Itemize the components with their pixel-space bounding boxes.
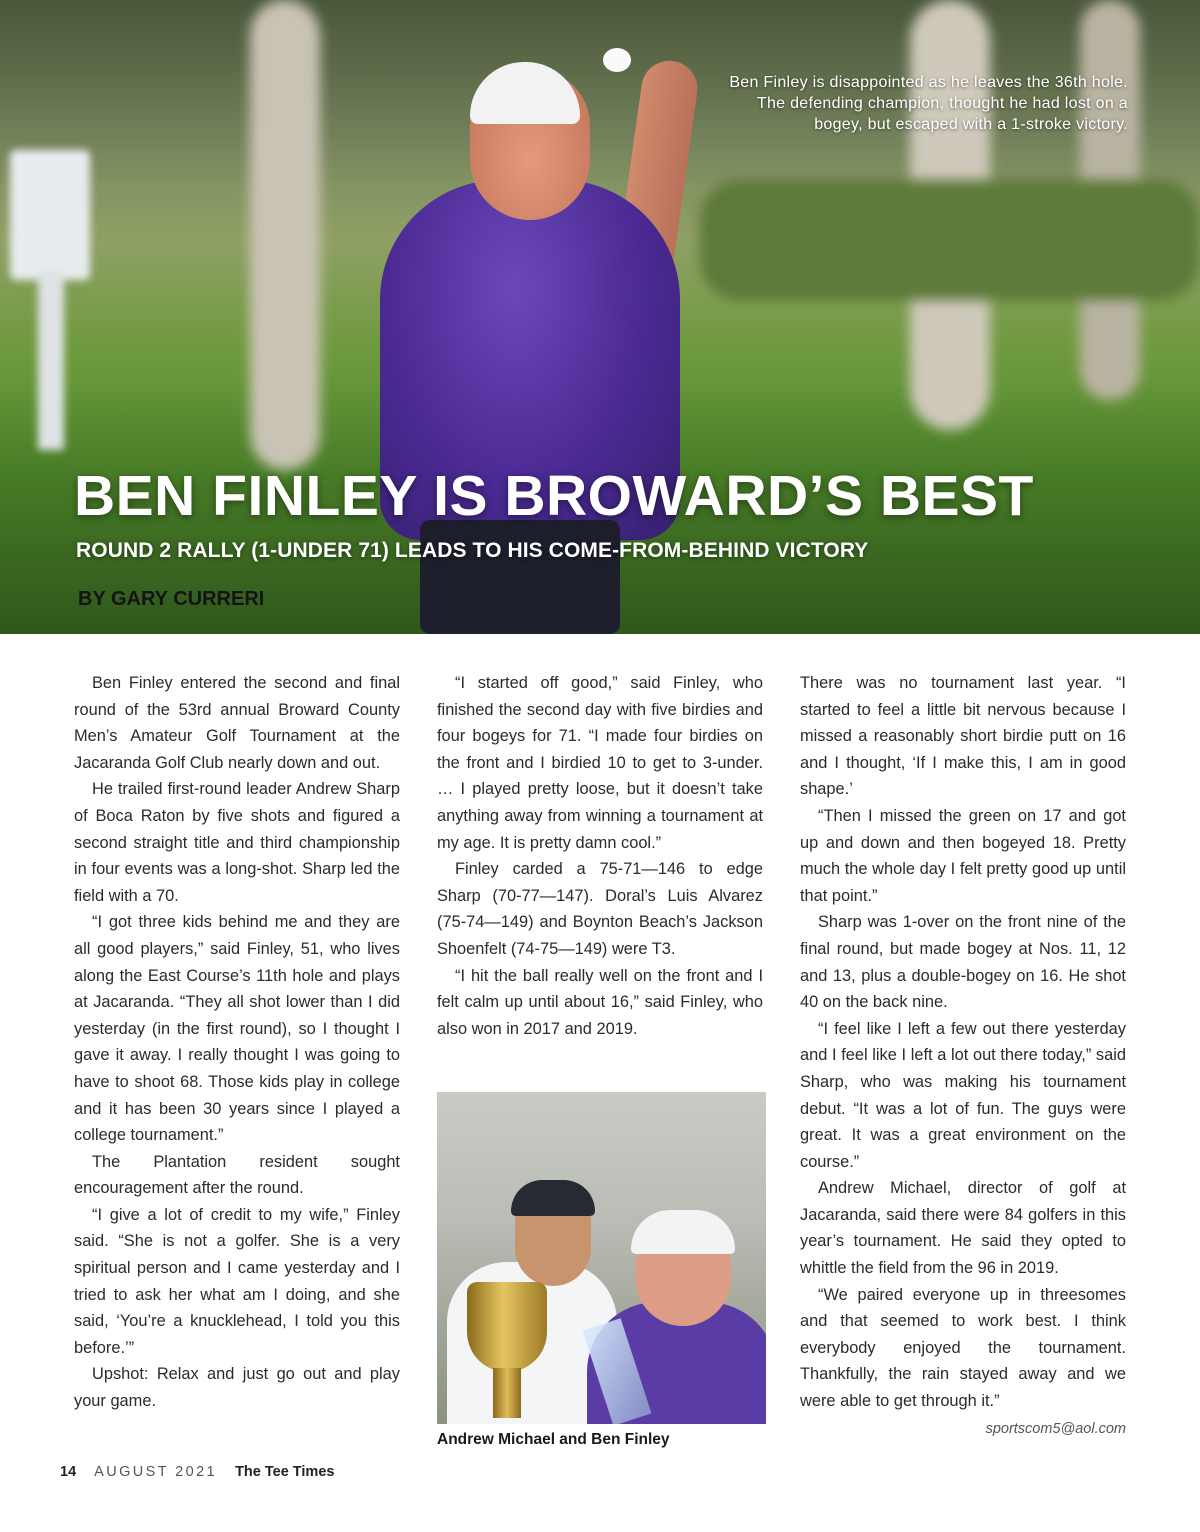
article-paragraph: “I feel like I left a few out there yesterday and I feel like I left a lot out there today,” said Sharp, who was making his tournament debut. “It was a lot of fun. The guys were great. It was a great environment on the course.” (800, 1019, 1126, 1171)
article-column-2 (437, 670, 763, 1042)
article-paragraph: Finley carded a 75-71—146 to edge Sharp (70-77—147). Doral’s Luis Alvarez (75-74—149) and Boynton Beach’s Jackson Shoenfelt (74-75—149) were T3. (437, 860, 763, 958)
article-paragraph: “I started off good,” said Finley, who finished the second day with five birdies and four bogeys for 71. “I made four birdies on the front and I birdied 10 to get to 3-under. … I played pretty loose, but it doesn’t take anything away from winning a tournament at my age. It is pretty damn cool.” (437, 674, 763, 852)
article-column-3 (800, 670, 1126, 1415)
page-number: 14 (60, 1464, 77, 1480)
article-paragraph: “I give a lot of credit to my wife,” Finley said. “She is not a golfer. She is a very spiritual person and I came yesterday and I tried to ask her what am I doing, and she said, ‘You’re a knucklehead, I told you this before.’” (74, 1205, 400, 1357)
article-paragraph: Upshot: Relax and just go out and play your game. (74, 1365, 400, 1411)
golf-ball (603, 48, 631, 72)
article-column-1 (74, 670, 400, 1415)
article-byline: BY GARY CURRERI (78, 588, 265, 610)
andrew-michael-cap (511, 1180, 595, 1216)
trophy-stem (493, 1368, 521, 1418)
trophy-cup (467, 1282, 547, 1372)
inset-photo (437, 1092, 766, 1424)
article-paragraph: Ben Finley entered the second and final round of the 53rd annual Broward County Men’s Amateur Golf Tournament at the Jacaranda Golf Club nearly down and out. (74, 674, 400, 772)
golfer-cap (470, 62, 580, 124)
page-footer (60, 1464, 334, 1480)
article-paragraph: “We paired everyone up in threesomes and that seemed to work best. I think everybody enjoyed the tournament. Thankfully, the rain stayed away and we were able to get through it.” (800, 1285, 1126, 1411)
hero-photo-caption: Ben Finley is disappointed as he leaves the 36th hole. The defending champion, thought he had lost on a bogey, but escaped with a 1-stroke victory. (729, 74, 1128, 133)
article-paragraph: Andrew Michael, director of golf at Jacaranda, said there were 84 golfers in this year’s tournament. He said they opted to whittle the field from the 96 in 2019. (800, 1179, 1126, 1278)
inset-photo-caption: Andrew Michael and Ben Finley (437, 1431, 670, 1448)
ben-finley-cap (631, 1210, 735, 1254)
article-paragraph: Sharp was 1-over on the front nine of the final round, but made bogey at Nos. 11, 12 and 13, plus a double-bogey on 16. He shot 40 on the back nine. (800, 913, 1126, 1012)
article-paragraph: “I got three kids behind me and they are all good players,” said Finley, 51, who lives along the East Course’s 11th hole and plays at Jacaranda. “They all shot lower than I did yesterday (in the first round), so I thought I gave it away. I really thought I was going to have to shoot 68. Those kids play in college and it has been 30 years since I played a college tournament.” (74, 913, 400, 1145)
article-paragraph: “Then I missed the green on 17 and got up and down and then bogeyed 18. Pretty much the whole day I felt pretty good up until that point.” (800, 806, 1126, 905)
tee-sign (10, 150, 90, 280)
article-paragraph: “I hit the ball really well on the front and I felt calm up until about 16,” said Finley, who also won in 2017 and 2019. (437, 966, 763, 1038)
author-email: sportscom5@aol.com (985, 1421, 1126, 1437)
issue-date: AUGUST 2021 (94, 1464, 218, 1480)
article-headline: BEN FINLEY IS BROWARD’S BEST (74, 464, 1034, 528)
publication-name: The Tee Times (235, 1464, 335, 1480)
article-paragraph: The Plantation resident sought encouragement after the round. (74, 1152, 400, 1198)
background-tree (250, 0, 320, 470)
article-subhead: ROUND 2 RALLY (1-UNDER 71) LEADS TO HIS COME-FROM-BEHIND VICTORY (76, 539, 869, 562)
article-paragraph: He trailed first-round leader Andrew Sharp of Boca Raton by five shots and figured a second straight title and third championship in four events was a long-shot. Sharp led the field with a 70. (74, 780, 400, 905)
article-paragraph: There was no tournament last year. “I started to feel a little bit nervous because I missed a reasonably short birdie putt on 16 and I thought, ‘If I make this, I am in good shape.’ (800, 674, 1126, 799)
tee-sign-post (38, 270, 64, 450)
hero-photo (0, 0, 1200, 634)
background-foliage (700, 180, 1200, 300)
